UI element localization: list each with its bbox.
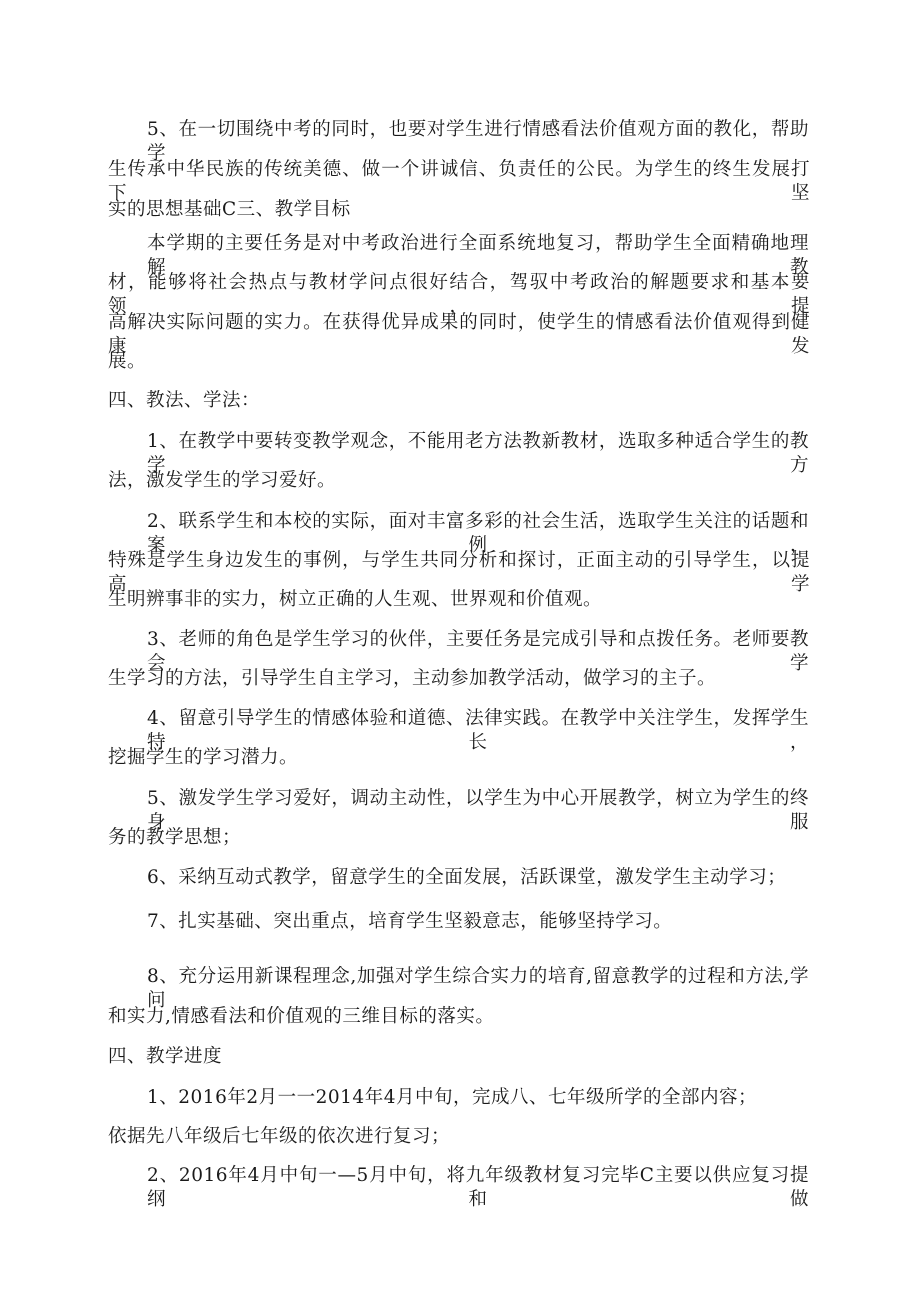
text-line: 4、留意引导学生的情感体验和道德、法律实践。在教学中关注学生，发挥学生特长，	[147, 708, 809, 753]
text-line: 1、在教学中要转变教学观念，不能用老方法教新教材，选取多种适合学生的教学方	[147, 431, 809, 476]
text-line: 1、2016年2月一一2014年4月中旬，完成八、七年级所学的全部内容；	[147, 1087, 757, 1108]
text-line: 展。	[108, 351, 147, 372]
text-line: 本学期的主要任务是对中考政治进行全面系统地复习，帮助学生全面精确地理解教	[147, 233, 809, 278]
text-line: 6、采纳互动式教学，留意学生的全面发展，活跃课堂，激发学生主动学习；	[147, 867, 787, 888]
text-line: 和实力,情感看法和价值观的三维目标的落实。	[108, 1006, 495, 1027]
section-heading: 实的思想基础C三、教学目标	[108, 199, 351, 220]
text-line: 2、2016年4月中旬一—5月中旬，将九年级教材复习完毕C主要以供应复习提纲和做	[147, 1165, 809, 1210]
text-line: 特殊是学生身边发生的事例，与学生共同分析和探讨，正面主动的引导学生，以提高学	[108, 550, 810, 595]
text-line: 挖掘学生的学习潜力。	[108, 747, 299, 768]
text-line: 务的教学思想；	[108, 827, 242, 848]
section-heading: 四、教学进度	[108, 1046, 223, 1067]
section-heading: 四、教法、学法：	[108, 390, 261, 411]
text-line: 3、老师的角色是学生学习的伙伴，主要任务是完成引导和点拨任务。老师要教会学	[147, 629, 809, 674]
text-line: 8、充分运用新课程理念,加强对学生综合实力的培育,留意教学的过程和方法,学问	[147, 966, 809, 1011]
text-line: 2、联系学生和本校的实际，面对丰富多彩的社会生活，选取学生关注的话题和案例，	[147, 511, 809, 556]
text-line: 5、在一切围绕中考的同时，也要对学生进行情感看法价值观方面的教化，帮助学	[147, 119, 809, 164]
text-line: 生学习的方法，引导学生自主学习，主动参加教学活动，做学习的主子。	[108, 668, 717, 689]
text-line: 依据先八年级后七年级的依次进行复习；	[108, 1126, 451, 1147]
text-line: 生明辨事非的实力，树立正确的人生观、世界观和价值观。	[108, 589, 603, 610]
text-line: 5、激发学生学习爱好，调动主动性，以学生为中心开展教学，树立为学生的终身服	[147, 788, 809, 833]
text-line: 高解决实际问题的实力。在获得优异成果的同时，使学生的情感看法价值观得到健康发	[108, 312, 810, 357]
text-line: 法，激发学生的学习爱好。	[108, 470, 337, 491]
text-line: 材，能够将社会热点与教材学问点很好结合，驾驭中考政治的解题要求和基本要领，提	[108, 272, 810, 317]
text-line: 7、扎实基础、突出重点，培育学生坚毅意志，能够坚持学习。	[147, 911, 673, 932]
text-line: 生传承中华民族的传统美德、做一个讲诚信、负责任的公民。为学生的终生发展打下坚	[108, 159, 810, 204]
